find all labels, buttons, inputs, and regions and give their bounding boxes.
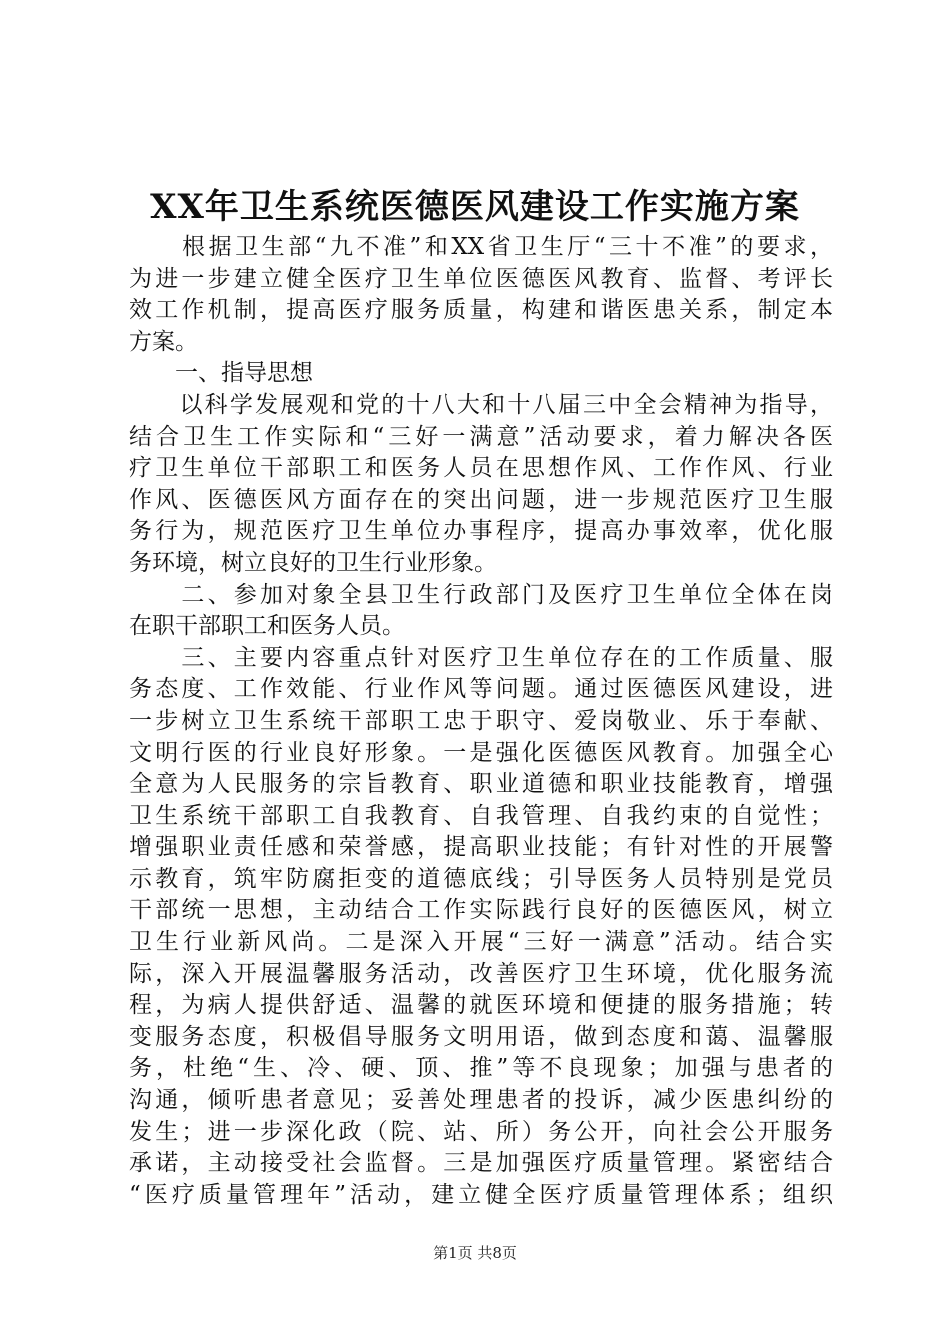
body-line: 程，为病人提供舒适、温馨的就医环境和便捷的服务措施；转 bbox=[129, 992, 833, 1019]
body-line: 疗卫生单位干部职工和医务人员在思想作风、工作作风、行业 bbox=[129, 455, 833, 482]
body-line: 为进一步建立健全医疗卫生单位医德医风教育、监督、考评长 bbox=[129, 265, 833, 292]
body-line: 务行为，规范医疗卫生单位办事程序，提高办事效率，优化服 bbox=[129, 518, 833, 545]
body-line: 根据卫生部“九不准”和XX省卫生厅“三十不准”的要求， bbox=[129, 234, 833, 260]
body-line: “医疗质量管理年”活动，建立健全医疗质量管理体系；组织 bbox=[129, 1181, 833, 1208]
body-line: 二、参加对象全县卫生行政部门及医疗卫生单位全体在岗 bbox=[129, 581, 833, 608]
body-line: 效工作机制，提高医疗服务质量，构建和谐医患关系，制定本 bbox=[129, 297, 833, 324]
page-footer: 第1页 共8页 bbox=[433, 1244, 517, 1262]
document-body bbox=[129, 232, 833, 1211]
body-line: 际，深入开展温馨服务活动，改善医疗卫生环境，优化服务流 bbox=[129, 960, 833, 987]
body-line: 一、指导思想 bbox=[129, 360, 313, 387]
body-line: 一步树立卫生系统干部职工忠于职守、爱岗敬业、乐于奉献、 bbox=[129, 707, 833, 734]
body-line: 文明行医的行业良好形象。一是强化医德医风教育。加强全心 bbox=[129, 739, 833, 766]
body-line: 作风、医德医风方面存在的突出问题，进一步规范医疗卫生服 bbox=[129, 486, 833, 513]
body-line: 示教育，筑牢防腐拒变的道德底线；引导医务人员特别是党员 bbox=[129, 865, 833, 892]
body-line: 务环境，树立良好的卫生行业形象。 bbox=[129, 549, 497, 576]
body-line: 务，杜绝“生、冷、硬、顶、推”等不良现象；加强与患者的 bbox=[129, 1055, 833, 1082]
body-line: 务态度、工作效能、行业作风等问题。通过医德医风建设，进 bbox=[129, 676, 833, 703]
body-line: 沟通，倾听患者意见；妥善处理患者的投诉，减少医患纠纷的 bbox=[129, 1087, 833, 1114]
body-line: 以科学发展观和党的十八大和十八届三中全会精神为指导， bbox=[129, 391, 833, 418]
body-line: 增强职业责任感和荣誉感，提高职业技能；有针对性的开展警 bbox=[129, 834, 833, 861]
body-line: 在职干部职工和医务人员。 bbox=[129, 613, 405, 640]
document-title: XX年卫生系统医德医风建设工作实施方案 bbox=[150, 187, 800, 227]
body-line: 干部统一思想，主动结合工作实际践行良好的医德医风，树立 bbox=[129, 897, 833, 924]
body-line: 发生；进一步深化政（院、站、所）务公开，向社会公开服务 bbox=[129, 1118, 833, 1145]
body-line: 三、主要内容重点针对医疗卫生单位存在的工作质量、服 bbox=[129, 644, 833, 671]
body-line: 变服务态度，积极倡导服务文明用语，做到态度和蔼、温馨服 bbox=[129, 1023, 833, 1050]
body-line: 全意为人民服务的宗旨教育、职业道德和职业技能教育，增强 bbox=[129, 771, 833, 798]
body-line: 结合卫生工作实际和“三好一满意”活动要求，着力解决各医 bbox=[129, 423, 833, 450]
body-line: 卫生系统干部职工自我教育、自我管理、自我约束的自觉性； bbox=[129, 802, 833, 829]
body-line: 承诺，主动接受社会监督。三是加强医疗质量管理。紧密结合 bbox=[129, 1150, 833, 1177]
body-line: 方案。 bbox=[129, 328, 198, 355]
body-line: 卫生行业新风尚。二是深入开展“三好一满意”活动。结合实 bbox=[129, 929, 833, 956]
